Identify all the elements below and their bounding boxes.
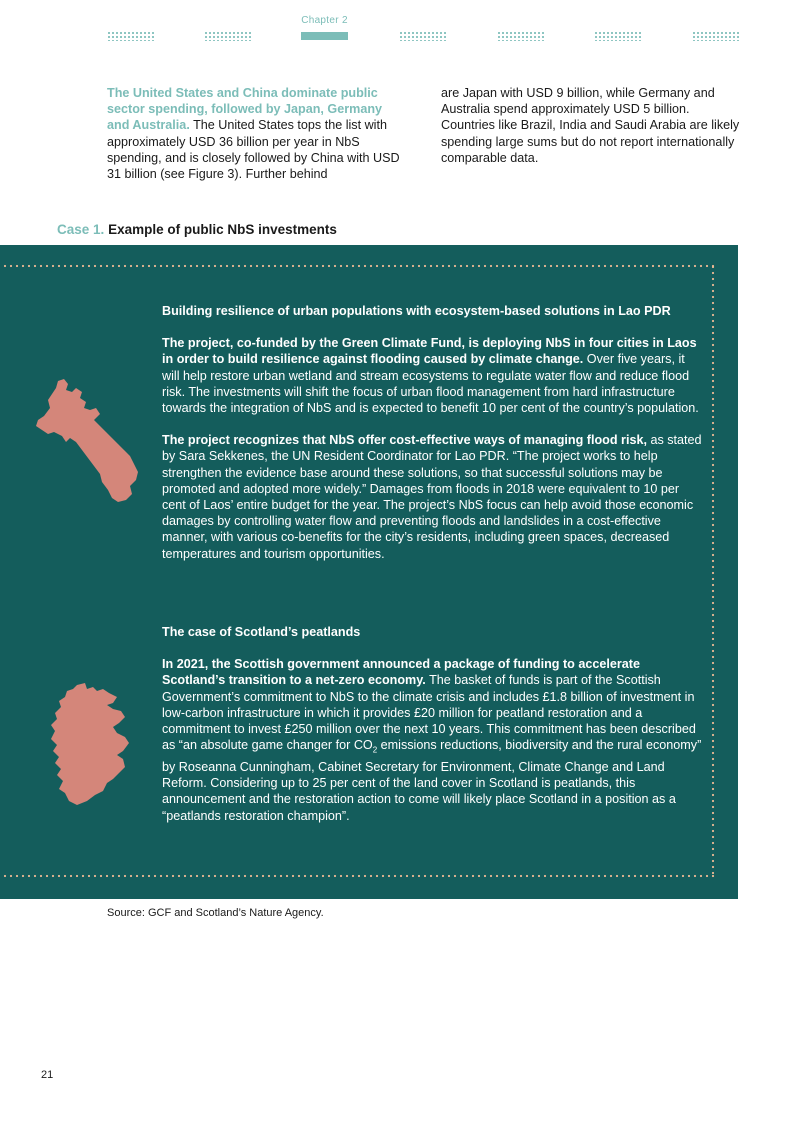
- section-indicator-1: [107, 31, 155, 41]
- intro-left-column: [107, 85, 403, 182]
- scotland-p1-lead: In 2021, the Scottish government announced a package of funding to accelerate Scotland’s transition to a net-zero economy.: [162, 657, 640, 688]
- lao-p2-body: as stated by Sara Sekkenes, the UN Resident Coordinator for Lao PDR. “The project works to help strengthen the evidence base around these solutions, so that successful solutions may be promoted and adopted more widely.” Damages from floods in 2018 were equivalent to 10 per cent of Laos’ entire budget for the year. The project’s NbS focus can help avoid those economic damages by controlling water flow and preventing floods and landslides in a cost-effective manner, with various co-benefits for the city’s residents, including green spaces, decreased temperatures and tourism opportunities.: [162, 433, 702, 561]
- lao-paragraph-2: [162, 432, 702, 562]
- dotted-border-bottom: [2, 874, 716, 878]
- section-indicator-6: [594, 31, 642, 41]
- lao-p1-body: Over five years, it will help restore urban wetland and stream ecosystems to regulate water flow and reduce flood risk. The investments will shift the focus of urban flood management from hard infrastructure towards the integration of NbS and is expected to benefit 10 per cent of the country’s population.: [162, 352, 699, 416]
- section-indicator-5: [497, 31, 545, 41]
- intro-right-column: are Japan with USD 9 billion, while Germany and Australia spend approximately USD 5 billion. Countries like Brazil, India and Saudi Arabia are likely spending large sums but do not report internationally comparable data.: [441, 86, 740, 165]
- scotland-paragraph-1: [162, 656, 702, 824]
- section-indicator-4: [399, 31, 447, 41]
- lao-paragraph-1: [162, 335, 702, 416]
- intro-left-body: The United States tops the list with approximately USD 36 billion per year in NbS spending, and is closely followed by China with USD 31 billion (see Figure 3). Further behind: [107, 118, 400, 182]
- scotland-heading: The case of Scotland’s peatlands: [162, 625, 361, 639]
- scotland-case-block: [162, 624, 702, 840]
- laos-map-icon: [30, 378, 142, 506]
- case-number: Case 1.: [57, 222, 105, 237]
- section-indicator-7: [692, 31, 740, 41]
- scotland-p1-body-b: emissions reductions, biodiversity and the rural economy” by Roseanna Cunningham, Cabinet Secretary for Environment, Climate Change and Land Reform. Considering up to 25 per cent of the land cover in Scotland is peatlands, this announcement and the restoration action to come will likely place Scotland in a position as a “peatlands restoration champion”.: [162, 738, 702, 823]
- co2-subscript: 2: [372, 745, 378, 755]
- case-title: Example of public NbS investments: [108, 222, 337, 237]
- scotland-p1-body-a: The basket of funds is part of the Scottish Government’s commitment to NbS to the climate crisis and includes £1.8 billion of investment in low-carbon infrastructure in which it provides £20 million for peatland restoration and a commitment to invest £250 million over the next 10 years. This commitment has been described as “an absolute game changer for CO: [162, 673, 696, 753]
- dotted-border-right: [711, 264, 715, 878]
- intro-lead: The United States and China dominate public sector spending, followed by Japan, Germany and Australia.: [107, 86, 383, 133]
- lao-p2-lead: The project recognizes that NbS offer cost-effective ways of managing flood risk,: [162, 433, 647, 448]
- lao-case-block: [162, 303, 702, 578]
- case-heading: [57, 222, 337, 237]
- section-indicator-2: [204, 31, 252, 41]
- scotland-map-icon: [47, 683, 131, 808]
- lao-heading: Building resilience of urban populations with ecosystem-based solutions in Lao PDR: [162, 304, 671, 318]
- chapter-label: Chapter 2: [301, 15, 348, 26]
- source-note: Source: GCF and Scotland’s Nature Agency.: [107, 907, 324, 919]
- lao-p1-lead: The project, co-funded by the Green Climate Fund, is deploying NbS in four cities in Laos in order to build resilience against flooding caused by climate change.: [162, 336, 697, 367]
- case-panel: [0, 245, 738, 899]
- page-number: 21: [41, 1069, 54, 1081]
- dotted-border-top: [2, 264, 716, 268]
- section-indicator-active: [301, 32, 348, 40]
